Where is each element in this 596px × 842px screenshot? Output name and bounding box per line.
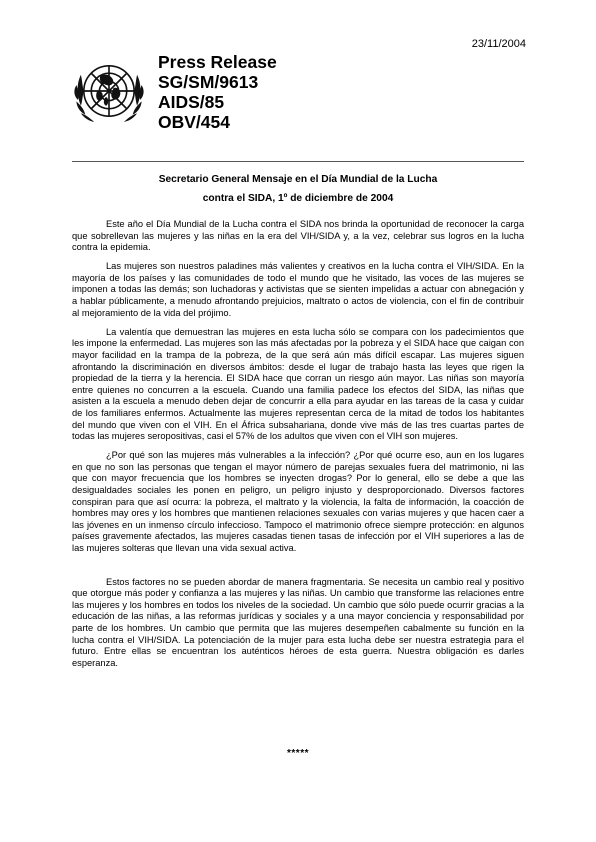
body-paragraph: Estos factores no se pueden abordar de manera fragmentaria. Se necesita un cambio real y positivo que otorgue más poder y confianza a las mujeres y las niñas. Un cambio que transforme las relaciones entre las mujeres y los hombres en todos los niveles de la sociedad. Un cambio que sólo puede ocurrir gracias a la educación de las niñas, a las reformas jurídicas y sociales y a una mayor conciencia y responsabilidad por parte de los hombres. Un cambio que permita que las mujeres desempeñen cabalmente su función en la lucha contra el VIH/SIDA. La potenciación de la mujer para esta lucha debe ser nuestra estrategia para el futuro. Entre ellas se encuentran los auténticos héroes de esta guerra. Nuestra obligación es darles esperanza. <box>72 576 524 668</box>
press-release-label: Press Release <box>158 52 277 72</box>
un-emblem-icon <box>72 54 146 128</box>
end-mark: ***** <box>287 748 309 759</box>
press-release-header <box>158 52 277 132</box>
document-symbol: AIDS/85 <box>158 92 225 112</box>
body-paragraph: Este año el Día Mundial de la Lucha contra el SIDA nos brinda la oportunidad de reconocer la carga que sobrellevan las mujeres y las niñas en la era del VIH/SIDA y, a la vez, celebrar sus logros en la lucha contra la epidemia. <box>72 219 524 253</box>
body-paragraph: ¿Por qué son las mujeres más vulnerables a la infección? ¿Por qué ocurre eso, aun en los lugares en que no son las personas que tengan el mayor número de parejas sexuales fuera del matrimonio, ni las que con mayor frecuencia que los hombres se inyecten drogas? Por lo general, ello se debe a que las desigualdades sociales les ponen en peligro, un peligro injusto y desproporcionado. Diversos factores conspiran para que así ocurra: la pobreza, el maltrato y la violencia, la falta de información, la coacción de hombres may ores y los hombres que mantienen relaciones sexuales con varias mujeres y que hacen caer a las jóvenes en un inmenso círculo infeccioso. Tampoco el matrimonio ofrece siempre protección: en algunos países gravemente afectados, las mujeres casadas tienen tasas de infección por el VIH superiores a las de las mujeres solteras que llevan una vida sexual activa. <box>72 450 524 553</box>
title-line: Secretario General Mensaje en el Día Mundial de la Lucha <box>158 174 438 185</box>
release-date: 23/11/2004 <box>471 38 526 50</box>
document-body <box>72 219 524 677</box>
document-symbol: OBV/454 <box>158 112 230 132</box>
header-divider <box>72 161 524 162</box>
document-symbol: SG/SM/9613 <box>158 72 259 92</box>
document-title <box>72 170 524 208</box>
body-paragraph: La valentía que demuestran las mujeres en esta lucha sólo se compara con los padecimientos que les impone la enfermedad. Las mujeres son las más afectadas por la pobreza y el SIDA hace que caigan con mayor facilidad en la trampa de la pobreza, de la que será aún más difícil escapar. Las mujeres siguen afrontando la discriminación en diversos ámbitos: desde el lugar de trabajo hasta las leyes que rigen la propiedad de la tierra y la herencia. El SIDA hace que corran un riesgo aún mayor. Las niñas son mayoría entre quienes no concurren a la escuela. Cuando una familia padece los efectos del SIDA, las niñas que asisten a la escuela a menudo deben dejar de concurrir a ella para ayudar en las tareas de la casa y cuidar de los familiares enfermos. Actualmente las mujeres representan cerca de la mitad de todos los habitantes del mundo que viven con el VIH. En el África subsahariana, donde vive más de las tres cuartas partes de todas las mujeres seropositivas, casi el 57% de los adultos que viven con el VIH son mujeres. <box>72 326 524 442</box>
title-line: contra el SIDA, 1º de diciembre de 2004 <box>202 193 394 204</box>
body-paragraph: Las mujeres son nuestros paladines más valientes y creativos en la lucha contra el VIH/SIDA. En la mayoría de los países y las comunidades de todo el mundo que he visitado, las voces de las mujeres se imponen a todas las demás; son luchadoras y activistas que se sienten impelidas a actuar con abnegación y a hablar públicamente, a menudo afrontando prejuicios, maltrato o actos de violencia, con el fin de contribuir al mejoramiento de la vida del prójimo. <box>72 261 524 318</box>
